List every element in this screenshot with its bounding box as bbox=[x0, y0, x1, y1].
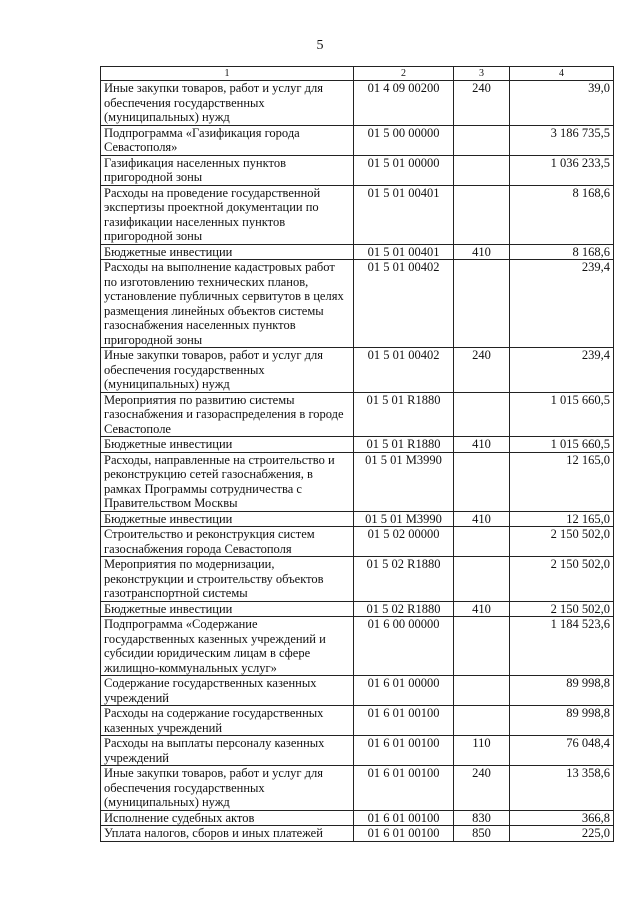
row-type-cell: 410 bbox=[454, 511, 510, 527]
row-code-cell: 01 5 02 R1880 bbox=[354, 601, 454, 617]
row-type-cell: 240 bbox=[454, 81, 510, 126]
page-number: 5 bbox=[316, 38, 324, 53]
row-name-cell: Иные закупки товаров, работ и услуг для обеспечения государственных (муниципальных) нужд bbox=[101, 766, 354, 811]
row-type-cell bbox=[454, 260, 510, 348]
row-amount-cell: 239,4 bbox=[510, 348, 614, 393]
row-amount-cell: 239,4 bbox=[510, 260, 614, 348]
table-row bbox=[101, 392, 614, 437]
table-row bbox=[101, 348, 614, 393]
row-type-cell: 110 bbox=[454, 736, 510, 766]
row-name-cell: Строительство и реконструкция систем газоснабжения города Севастополя bbox=[101, 527, 354, 557]
row-code-cell: 01 6 01 00000 bbox=[354, 676, 454, 706]
row-name-cell: Бюджетные инвестиции bbox=[101, 244, 354, 260]
row-code-cell: 01 5 02 00000 bbox=[354, 527, 454, 557]
row-code-cell: 01 5 01 М3990 bbox=[354, 511, 454, 527]
row-code-cell: 01 5 02 R1880 bbox=[354, 557, 454, 602]
row-type-cell: 410 bbox=[454, 244, 510, 260]
row-amount-cell: 89 998,8 bbox=[510, 676, 614, 706]
table-row bbox=[101, 676, 614, 706]
row-code-cell: 01 5 01 R1880 bbox=[354, 437, 454, 453]
table-row bbox=[101, 601, 614, 617]
column-header-type: 3 bbox=[454, 67, 510, 81]
table-row bbox=[101, 155, 614, 185]
row-code-cell: 01 5 01 R1880 bbox=[354, 392, 454, 437]
column-header-code: 2 bbox=[354, 67, 454, 81]
row-code-cell: 01 6 01 00100 bbox=[354, 736, 454, 766]
table-row bbox=[101, 81, 614, 126]
row-amount-cell: 12 165,0 bbox=[510, 511, 614, 527]
row-code-cell: 01 6 01 00100 bbox=[354, 810, 454, 826]
row-type-cell bbox=[454, 706, 510, 736]
row-type-cell: 240 bbox=[454, 348, 510, 393]
row-type-cell bbox=[454, 392, 510, 437]
row-code-cell: 01 5 01 00000 bbox=[354, 155, 454, 185]
row-code-cell: 01 5 01 00401 bbox=[354, 185, 454, 244]
row-code-cell: 01 6 01 00100 bbox=[354, 766, 454, 811]
table-row bbox=[101, 185, 614, 244]
row-name-cell: Исполнение судебных актов bbox=[101, 810, 354, 826]
row-code-cell: 01 6 01 00100 bbox=[354, 826, 454, 842]
row-amount-cell: 2 150 502,0 bbox=[510, 557, 614, 602]
row-name-cell: Иные закупки товаров, работ и услуг для обеспечения государственных (муниципальных) нужд bbox=[101, 81, 354, 126]
table-row bbox=[101, 244, 614, 260]
row-name-cell: Газификация населенных пунктов пригородной зоны bbox=[101, 155, 354, 185]
row-code-cell: 01 5 01 М3990 bbox=[354, 452, 454, 511]
row-name-cell: Мероприятия по модернизации, реконструкции и строительству объектов газотранспортной системы bbox=[101, 557, 354, 602]
row-amount-cell: 13 358,6 bbox=[510, 766, 614, 811]
table-row bbox=[101, 810, 614, 826]
table-body bbox=[101, 81, 614, 842]
row-amount-cell: 2 150 502,0 bbox=[510, 527, 614, 557]
row-amount-cell: 1 036 233,5 bbox=[510, 155, 614, 185]
row-type-cell bbox=[454, 676, 510, 706]
row-name-cell: Мероприятия по развитию системы газоснабжения и газораспределения в городе Севастополе bbox=[101, 392, 354, 437]
row-code-cell: 01 5 01 00402 bbox=[354, 260, 454, 348]
table-row bbox=[101, 527, 614, 557]
row-amount-cell: 76 048,4 bbox=[510, 736, 614, 766]
row-name-cell: Расходы, направленные на строительство и реконструкцию сетей газоснабжения, в рамках Программы сотрудничества с Правительством Москвы bbox=[101, 452, 354, 511]
row-amount-cell: 8 168,6 bbox=[510, 185, 614, 244]
table-row bbox=[101, 826, 614, 842]
row-type-cell bbox=[454, 155, 510, 185]
row-type-cell: 410 bbox=[454, 437, 510, 453]
row-amount-cell: 1 184 523,6 bbox=[510, 617, 614, 676]
row-type-cell: 830 bbox=[454, 810, 510, 826]
row-type-cell bbox=[454, 185, 510, 244]
table-row bbox=[101, 617, 614, 676]
row-name-cell: Бюджетные инвестиции bbox=[101, 511, 354, 527]
column-header-amount: 4 bbox=[510, 67, 614, 81]
row-name-cell: Уплата налогов, сборов и иных платежей bbox=[101, 826, 354, 842]
row-amount-cell: 1 015 660,5 bbox=[510, 392, 614, 437]
table-row bbox=[101, 437, 614, 453]
row-amount-cell: 39,0 bbox=[510, 81, 614, 126]
row-type-cell bbox=[454, 617, 510, 676]
row-code-cell: 01 6 01 00100 bbox=[354, 706, 454, 736]
row-code-cell: 01 5 01 00401 bbox=[354, 244, 454, 260]
budget-table bbox=[100, 66, 614, 842]
row-name-cell: Расходы на содержание государственных казенных учреждений bbox=[101, 706, 354, 736]
row-name-cell: Расходы на выполнение кадастровых работ по изготовлению технических планов, установление публичных сервитутов в целях размещения линейных объектов системы газоснабжения населенных пунктов пригородной зоны bbox=[101, 260, 354, 348]
row-amount-cell: 225,0 bbox=[510, 826, 614, 842]
row-name-cell: Подпрограмма «Содержание государственных казенных учреждений и субсидии юридическим лицам в сфере жилищно-коммунальных услуг» bbox=[101, 617, 354, 676]
table-row bbox=[101, 766, 614, 811]
row-amount-cell: 3 186 735,5 bbox=[510, 125, 614, 155]
row-amount-cell: 1 015 660,5 bbox=[510, 437, 614, 453]
table-header-row bbox=[101, 67, 614, 81]
row-code-cell: 01 6 00 00000 bbox=[354, 617, 454, 676]
table-row bbox=[101, 706, 614, 736]
table-row bbox=[101, 557, 614, 602]
row-name-cell: Подпрограмма «Газификация города Севастополя» bbox=[101, 125, 354, 155]
row-type-cell bbox=[454, 452, 510, 511]
row-amount-cell: 89 998,8 bbox=[510, 706, 614, 736]
row-type-cell bbox=[454, 527, 510, 557]
table-row bbox=[101, 511, 614, 527]
row-name-cell: Иные закупки товаров, работ и услуг для обеспечения государственных (муниципальных) нужд bbox=[101, 348, 354, 393]
row-type-cell: 410 bbox=[454, 601, 510, 617]
row-name-cell: Бюджетные инвестиции bbox=[101, 601, 354, 617]
row-type-cell bbox=[454, 125, 510, 155]
row-amount-cell: 366,8 bbox=[510, 810, 614, 826]
row-amount-cell: 12 165,0 bbox=[510, 452, 614, 511]
column-header-name: 1 bbox=[101, 67, 354, 81]
row-amount-cell: 2 150 502,0 bbox=[510, 601, 614, 617]
table-row bbox=[101, 260, 614, 348]
row-name-cell: Расходы на выплаты персоналу казенных учреждений bbox=[101, 736, 354, 766]
row-name-cell: Содержание государственных казенных учреждений bbox=[101, 676, 354, 706]
row-type-cell: 850 bbox=[454, 826, 510, 842]
row-code-cell: 01 4 09 00200 bbox=[354, 81, 454, 126]
row-amount-cell: 8 168,6 bbox=[510, 244, 614, 260]
row-name-cell: Расходы на проведение государственной экспертизы проектной документации по газификации населенных пунктов пригородной зоны bbox=[101, 185, 354, 244]
row-code-cell: 01 5 00 00000 bbox=[354, 125, 454, 155]
table-row bbox=[101, 452, 614, 511]
row-code-cell: 01 5 01 00402 bbox=[354, 348, 454, 393]
row-type-cell: 240 bbox=[454, 766, 510, 811]
row-type-cell bbox=[454, 557, 510, 602]
table-row bbox=[101, 736, 614, 766]
row-name-cell: Бюджетные инвестиции bbox=[101, 437, 354, 453]
table-row bbox=[101, 125, 614, 155]
